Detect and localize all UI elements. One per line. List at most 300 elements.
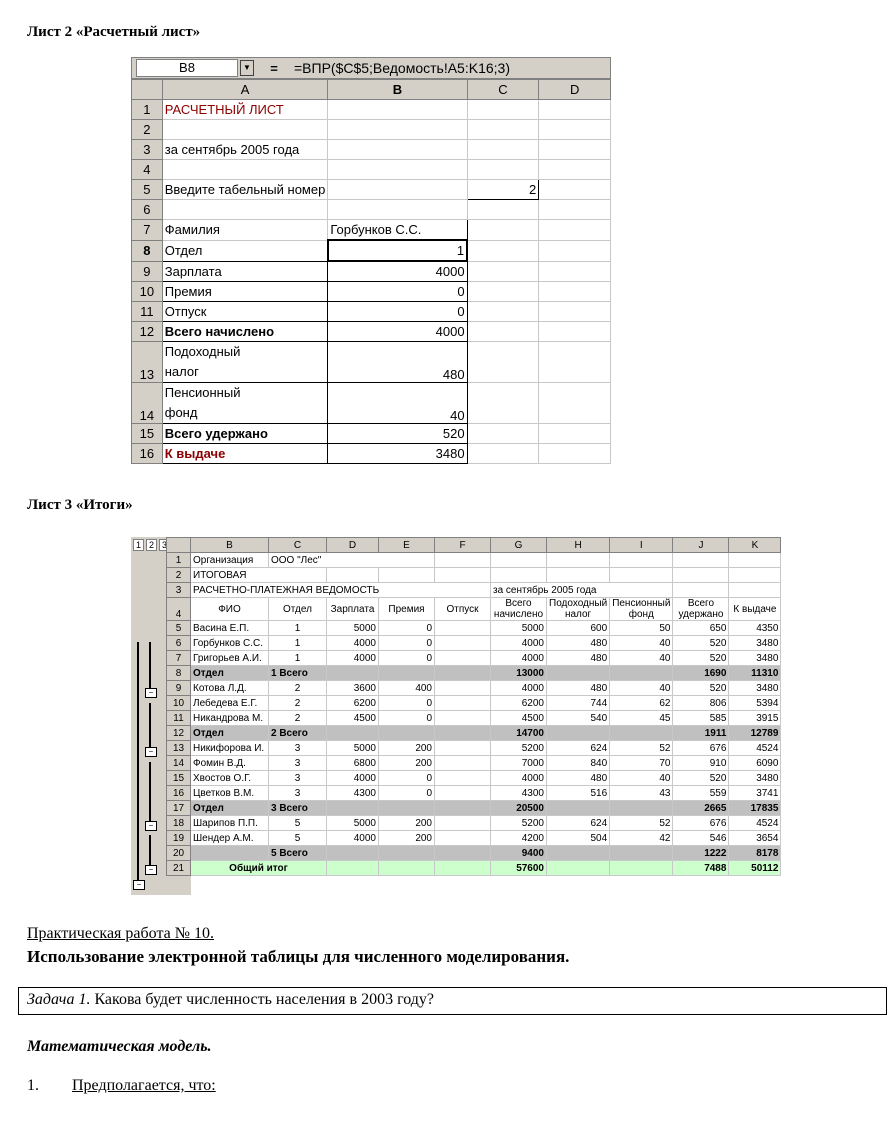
cell[interactable]: [673, 583, 729, 598]
cell[interactable]: [467, 140, 539, 160]
cell-label[interactable]: [162, 342, 328, 383]
row-header[interactable]: 16: [132, 444, 163, 464]
col-header[interactable]: E: [379, 538, 435, 553]
cell[interactable]: 57600: [491, 861, 547, 876]
cell[interactable]: 200: [379, 816, 435, 831]
cell[interactable]: [729, 583, 781, 598]
cell[interactable]: 6200: [491, 696, 547, 711]
cell[interactable]: 3654: [729, 831, 781, 846]
cell[interactable]: 14700: [491, 726, 547, 741]
col-header-b[interactable]: B: [328, 80, 467, 100]
cell[interactable]: 520: [673, 771, 729, 786]
chevron-down-icon[interactable]: ▼: [240, 60, 254, 76]
cell[interactable]: [467, 261, 539, 282]
cell[interactable]: 200: [379, 756, 435, 771]
cell-period[interactable]: за сентябрь 2005 года: [162, 140, 328, 160]
cell[interactable]: 40: [610, 771, 673, 786]
column-title[interactable]: Подоходный налог: [547, 598, 610, 621]
cell[interactable]: [327, 726, 379, 741]
col-header[interactable]: H: [547, 538, 610, 553]
cell[interactable]: 0: [379, 651, 435, 666]
cell[interactable]: [539, 261, 611, 282]
cell[interactable]: [435, 801, 491, 816]
cell[interactable]: Шендер А.М.: [191, 831, 269, 846]
cell[interactable]: [547, 726, 610, 741]
cell[interactable]: [729, 553, 781, 568]
cell[interactable]: Лебедева Е.Г.: [191, 696, 269, 711]
cell[interactable]: 40: [610, 681, 673, 696]
cell[interactable]: [539, 140, 611, 160]
cell[interactable]: [435, 553, 491, 568]
cell-prompt[interactable]: Введите табельный номер: [162, 180, 328, 200]
cell[interactable]: 4000: [491, 771, 547, 786]
cell[interactable]: [328, 120, 467, 140]
cell-value[interactable]: Горбунков С.С.: [328, 220, 467, 241]
cell[interactable]: 546: [673, 831, 729, 846]
row-header[interactable]: 14: [167, 756, 191, 771]
cell-title[interactable]: ИТОГОВАЯ: [191, 568, 327, 583]
cell[interactable]: 17835: [729, 801, 781, 816]
cell[interactable]: Григорьев А.И.: [191, 651, 269, 666]
cell[interactable]: 0: [379, 636, 435, 651]
cell[interactable]: [467, 383, 539, 424]
cell[interactable]: 480: [547, 651, 610, 666]
cell[interactable]: Никифорова И.: [191, 741, 269, 756]
cell[interactable]: [435, 861, 491, 876]
cell[interactable]: Общий итог: [191, 861, 327, 876]
cell[interactable]: 3: [269, 771, 327, 786]
cell[interactable]: [379, 861, 435, 876]
cell[interactable]: 52: [610, 741, 673, 756]
row-header[interactable]: 11: [167, 711, 191, 726]
cell[interactable]: [328, 100, 467, 120]
col-header[interactable]: I: [610, 538, 673, 553]
row-header[interactable]: 10: [132, 282, 163, 302]
cell[interactable]: 6800: [327, 756, 379, 771]
cell[interactable]: 3480: [729, 651, 781, 666]
outline-level-button[interactable]: 3: [159, 539, 170, 551]
cell[interactable]: [435, 786, 491, 801]
col-header[interactable]: D: [327, 538, 379, 553]
cell[interactable]: 1222: [673, 846, 729, 861]
cell-value[interactable]: 480: [328, 342, 467, 383]
col-header[interactable]: J: [673, 538, 729, 553]
tab-number-input[interactable]: 2: [467, 180, 539, 200]
col-header-d[interactable]: D: [539, 80, 611, 100]
cell[interactable]: 5200: [491, 741, 547, 756]
formula-input[interactable]: =ВПР($C$5;Ведомость!A5:K16;3): [294, 60, 510, 76]
cell[interactable]: [467, 444, 539, 464]
cell[interactable]: 3480: [729, 771, 781, 786]
cell[interactable]: 624: [547, 741, 610, 756]
row-header[interactable]: 14: [132, 383, 163, 424]
cell[interactable]: Отдел: [191, 726, 269, 741]
cell[interactable]: 1 Всего: [269, 666, 327, 681]
cell[interactable]: 600: [547, 621, 610, 636]
row-header[interactable]: 17: [167, 801, 191, 816]
cell[interactable]: 2665: [673, 801, 729, 816]
collapse-icon[interactable]: −: [145, 865, 157, 875]
cell[interactable]: 1: [269, 636, 327, 651]
cell[interactable]: [610, 726, 673, 741]
corner-cell[interactable]: [132, 80, 163, 100]
cell[interactable]: [191, 846, 269, 861]
cell[interactable]: 4524: [729, 741, 781, 756]
cell[interactable]: 9400: [491, 846, 547, 861]
cell[interactable]: [539, 160, 611, 180]
cell[interactable]: [547, 568, 610, 583]
cell[interactable]: 5000: [327, 816, 379, 831]
cell[interactable]: 520: [673, 651, 729, 666]
col-header-c[interactable]: C: [467, 80, 539, 100]
cell[interactable]: 1: [269, 621, 327, 636]
cell[interactable]: [435, 846, 491, 861]
row-header[interactable]: 4: [167, 598, 191, 621]
cell[interactable]: [435, 696, 491, 711]
collapse-icon[interactable]: −: [145, 747, 157, 757]
collapse-icon[interactable]: −: [145, 688, 157, 698]
cell[interactable]: 2: [269, 711, 327, 726]
cell[interactable]: 3480: [729, 636, 781, 651]
cell[interactable]: [379, 846, 435, 861]
cell[interactable]: 4000: [327, 771, 379, 786]
cell-label[interactable]: Отдел: [162, 240, 328, 261]
cell[interactable]: [539, 120, 611, 140]
row-header[interactable]: 5: [132, 180, 163, 200]
cell[interactable]: 480: [547, 771, 610, 786]
cell[interactable]: 5000: [327, 621, 379, 636]
cell[interactable]: [539, 220, 611, 241]
cell[interactable]: 5 Всего: [269, 846, 327, 861]
cell[interactable]: 840: [547, 756, 610, 771]
row-header[interactable]: 15: [167, 771, 191, 786]
col-header[interactable]: G: [491, 538, 547, 553]
cell[interactable]: 3480: [729, 681, 781, 696]
column-title[interactable]: К выдаче: [729, 598, 781, 621]
column-title[interactable]: Пенсионный фонд: [610, 598, 673, 621]
cell[interactable]: 7488: [673, 861, 729, 876]
cell[interactable]: 0: [379, 771, 435, 786]
cell[interactable]: [467, 424, 539, 444]
cell[interactable]: 4000: [491, 681, 547, 696]
cell[interactable]: 50112: [729, 861, 781, 876]
cell[interactable]: [435, 711, 491, 726]
cell[interactable]: [435, 666, 491, 681]
row-header[interactable]: 2: [167, 568, 191, 583]
cell[interactable]: [379, 801, 435, 816]
cell[interactable]: [610, 846, 673, 861]
row-header[interactable]: 11: [132, 302, 163, 322]
cell[interactable]: [610, 666, 673, 681]
cell[interactable]: 4300: [491, 786, 547, 801]
cell[interactable]: Котова Л.Д.: [191, 681, 269, 696]
cell[interactable]: 45: [610, 711, 673, 726]
cell[interactable]: [467, 282, 539, 302]
cell[interactable]: Отдел: [191, 801, 269, 816]
cell[interactable]: 676: [673, 741, 729, 756]
cell[interactable]: [328, 160, 467, 180]
cell[interactable]: 559: [673, 786, 729, 801]
cell[interactable]: Никандрова М.: [191, 711, 269, 726]
cell[interactable]: Хвостов О.Г.: [191, 771, 269, 786]
cell[interactable]: 676: [673, 816, 729, 831]
row-header[interactable]: 10: [167, 696, 191, 711]
cell[interactable]: 70: [610, 756, 673, 771]
cell[interactable]: [539, 322, 611, 342]
cell-label[interactable]: Премия: [162, 282, 328, 302]
cell[interactable]: [610, 861, 673, 876]
cell[interactable]: [327, 801, 379, 816]
col-header[interactable]: K: [729, 538, 781, 553]
column-title[interactable]: ФИО: [191, 598, 269, 621]
cell[interactable]: 480: [547, 681, 610, 696]
cell[interactable]: [435, 756, 491, 771]
cell[interactable]: 520: [673, 681, 729, 696]
outline-level-button[interactable]: 2: [146, 539, 157, 551]
cell[interactable]: [162, 200, 328, 220]
row-header[interactable]: 8: [132, 240, 163, 261]
cell[interactable]: 400: [379, 681, 435, 696]
cell[interactable]: 5394: [729, 696, 781, 711]
cell[interactable]: 4000: [327, 651, 379, 666]
cell[interactable]: [539, 383, 611, 424]
column-title[interactable]: Зарплата: [327, 598, 379, 621]
cell-value[interactable]: 4000: [328, 261, 467, 282]
row-header[interactable]: 7: [167, 651, 191, 666]
cell[interactable]: [467, 120, 539, 140]
cell[interactable]: [467, 220, 539, 241]
cell[interactable]: 8178: [729, 846, 781, 861]
cell-label[interactable]: Всего начислено: [162, 322, 328, 342]
cell[interactable]: [435, 568, 491, 583]
cell-value[interactable]: 0: [328, 302, 467, 322]
cell[interactable]: [435, 741, 491, 756]
cell[interactable]: 806: [673, 696, 729, 711]
cell-label[interactable]: Всего удержано: [162, 424, 328, 444]
cell[interactable]: 0: [379, 621, 435, 636]
cell[interactable]: Цветков В.М.: [191, 786, 269, 801]
cell[interactable]: 2: [269, 681, 327, 696]
cell-label[interactable]: Зарплата: [162, 261, 328, 282]
cell-period[interactable]: за сентябрь 2005 года: [491, 583, 673, 598]
cell[interactable]: [435, 681, 491, 696]
row-header[interactable]: 9: [132, 261, 163, 282]
row-header[interactable]: 18: [167, 816, 191, 831]
cell[interactable]: 4500: [491, 711, 547, 726]
row-header[interactable]: 19: [167, 831, 191, 846]
cell[interactable]: [162, 120, 328, 140]
cell[interactable]: Васина Е.П.: [191, 621, 269, 636]
cell[interactable]: [435, 771, 491, 786]
cell[interactable]: 6090: [729, 756, 781, 771]
cell[interactable]: 52: [610, 816, 673, 831]
cell[interactable]: 4200: [491, 831, 547, 846]
cell[interactable]: 2: [269, 696, 327, 711]
cell[interactable]: 504: [547, 831, 610, 846]
cell-value[interactable]: 4000: [328, 322, 467, 342]
cell[interactable]: 20500: [491, 801, 547, 816]
row-header[interactable]: 12: [167, 726, 191, 741]
cell[interactable]: 50: [610, 621, 673, 636]
cell[interactable]: 4000: [491, 651, 547, 666]
cell[interactable]: [547, 861, 610, 876]
cell[interactable]: [539, 282, 611, 302]
cell[interactable]: [539, 342, 611, 383]
collapse-icon[interactable]: −: [145, 821, 157, 831]
cell[interactable]: [328, 180, 467, 200]
column-title[interactable]: Отдел: [269, 598, 327, 621]
row-header[interactable]: 1: [167, 553, 191, 568]
cell-value[interactable]: 40: [328, 383, 467, 424]
cell[interactable]: 0: [379, 711, 435, 726]
cell[interactable]: [610, 801, 673, 816]
cell[interactable]: [547, 801, 610, 816]
column-title[interactable]: Премия: [379, 598, 435, 621]
cell[interactable]: 5000: [491, 621, 547, 636]
outline-level-button[interactable]: 1: [133, 539, 144, 551]
cell[interactable]: 910: [673, 756, 729, 771]
collapse-icon[interactable]: −: [133, 880, 145, 890]
cell[interactable]: 744: [547, 696, 610, 711]
row-header[interactable]: 6: [167, 636, 191, 651]
cell[interactable]: 4000: [327, 636, 379, 651]
cell[interactable]: [467, 100, 539, 120]
cell[interactable]: 43: [610, 786, 673, 801]
cell[interactable]: 1690: [673, 666, 729, 681]
cell[interactable]: 5200: [491, 816, 547, 831]
cell[interactable]: 3: [269, 756, 327, 771]
cell[interactable]: [162, 160, 328, 180]
col-header-a[interactable]: A: [162, 80, 328, 100]
cell-org-label[interactable]: Организация: [191, 553, 269, 568]
row-header[interactable]: 21: [167, 861, 191, 876]
row-header[interactable]: 9: [167, 681, 191, 696]
cell[interactable]: 5: [269, 831, 327, 846]
cell[interactable]: [379, 726, 435, 741]
cell[interactable]: 0: [379, 696, 435, 711]
cell[interactable]: [610, 568, 673, 583]
cell-label[interactable]: Фамилия: [162, 220, 328, 241]
cell-org-value[interactable]: ООО "Лес": [269, 553, 435, 568]
row-header[interactable]: 4: [132, 160, 163, 180]
cell[interactable]: 3741: [729, 786, 781, 801]
cell[interactable]: 1911: [673, 726, 729, 741]
cell[interactable]: [467, 342, 539, 383]
row-header[interactable]: 3: [132, 140, 163, 160]
cell-title[interactable]: РАСЧЕТНЫЙ ЛИСТ: [162, 100, 328, 120]
cell[interactable]: 585: [673, 711, 729, 726]
cell[interactable]: [467, 160, 539, 180]
col-header[interactable]: F: [435, 538, 491, 553]
cell[interactable]: 40: [610, 636, 673, 651]
cell[interactable]: [435, 816, 491, 831]
col-header[interactable]: B: [191, 538, 269, 553]
cell[interactable]: 62: [610, 696, 673, 711]
row-header[interactable]: 3: [167, 583, 191, 598]
cell[interactable]: [327, 846, 379, 861]
cell[interactable]: [547, 846, 610, 861]
cell[interactable]: 42: [610, 831, 673, 846]
cell[interactable]: [467, 200, 539, 220]
cell[interactable]: 4300: [327, 786, 379, 801]
cell[interactable]: 480: [547, 636, 610, 651]
cell[interactable]: 624: [547, 816, 610, 831]
cell[interactable]: [539, 240, 611, 261]
cell[interactable]: [435, 831, 491, 846]
row-header[interactable]: 20: [167, 846, 191, 861]
cell[interactable]: 200: [379, 741, 435, 756]
cell[interactable]: [673, 553, 729, 568]
cell[interactable]: 5: [269, 816, 327, 831]
cell[interactable]: [327, 666, 379, 681]
cell[interactable]: [435, 621, 491, 636]
cell-label[interactable]: [162, 383, 328, 424]
column-title[interactable]: Отпуск: [435, 598, 491, 621]
cell[interactable]: 4524: [729, 816, 781, 831]
name-box[interactable]: B8: [136, 59, 238, 77]
row-header[interactable]: 6: [132, 200, 163, 220]
cell[interactable]: [327, 568, 379, 583]
row-header[interactable]: 16: [167, 786, 191, 801]
cell-subtitle[interactable]: РАСЧЕТНО-ПЛАТЕЖНАЯ ВЕДОМОСТЬ: [191, 583, 491, 598]
cell-label[interactable]: Отпуск: [162, 302, 328, 322]
row-header[interactable]: 12: [132, 322, 163, 342]
cell[interactable]: 5000: [327, 741, 379, 756]
cell[interactable]: [328, 200, 467, 220]
cell[interactable]: 4350: [729, 621, 781, 636]
cell[interactable]: [539, 200, 611, 220]
cell-label[interactable]: К выдаче: [162, 444, 328, 464]
row-header[interactable]: 5: [167, 621, 191, 636]
cell[interactable]: 516: [547, 786, 610, 801]
cell[interactable]: [547, 666, 610, 681]
cell-value[interactable]: 0: [328, 282, 467, 302]
row-header[interactable]: 15: [132, 424, 163, 444]
cell[interactable]: 2 Всего: [269, 726, 327, 741]
cell[interactable]: [491, 568, 547, 583]
column-title[interactable]: Всего удержано: [673, 598, 729, 621]
cell[interactable]: 7000: [491, 756, 547, 771]
cell[interactable]: [673, 568, 729, 583]
cell[interactable]: 11310: [729, 666, 781, 681]
cell[interactable]: Фомин В.Д.: [191, 756, 269, 771]
row-header[interactable]: 8: [167, 666, 191, 681]
cell[interactable]: [467, 302, 539, 322]
cell[interactable]: 6200: [327, 696, 379, 711]
cell[interactable]: 3915: [729, 711, 781, 726]
cell[interactable]: 4500: [327, 711, 379, 726]
cell[interactable]: [327, 861, 379, 876]
cell[interactable]: [539, 444, 611, 464]
cell[interactable]: 650: [673, 621, 729, 636]
cell[interactable]: [328, 140, 467, 160]
cell[interactable]: [539, 180, 611, 200]
cell[interactable]: 540: [547, 711, 610, 726]
cell[interactable]: 4000: [491, 636, 547, 651]
cell[interactable]: [539, 302, 611, 322]
row-header[interactable]: 7: [132, 220, 163, 241]
active-cell[interactable]: 1: [328, 240, 467, 261]
cell[interactable]: [379, 568, 435, 583]
cell[interactable]: [435, 636, 491, 651]
cell[interactable]: Горбунков С.С.: [191, 636, 269, 651]
corner-cell[interactable]: [167, 538, 191, 553]
cell[interactable]: [539, 424, 611, 444]
cell[interactable]: 4000: [327, 831, 379, 846]
cell[interactable]: [435, 651, 491, 666]
row-header[interactable]: 2: [132, 120, 163, 140]
cell[interactable]: [379, 666, 435, 681]
